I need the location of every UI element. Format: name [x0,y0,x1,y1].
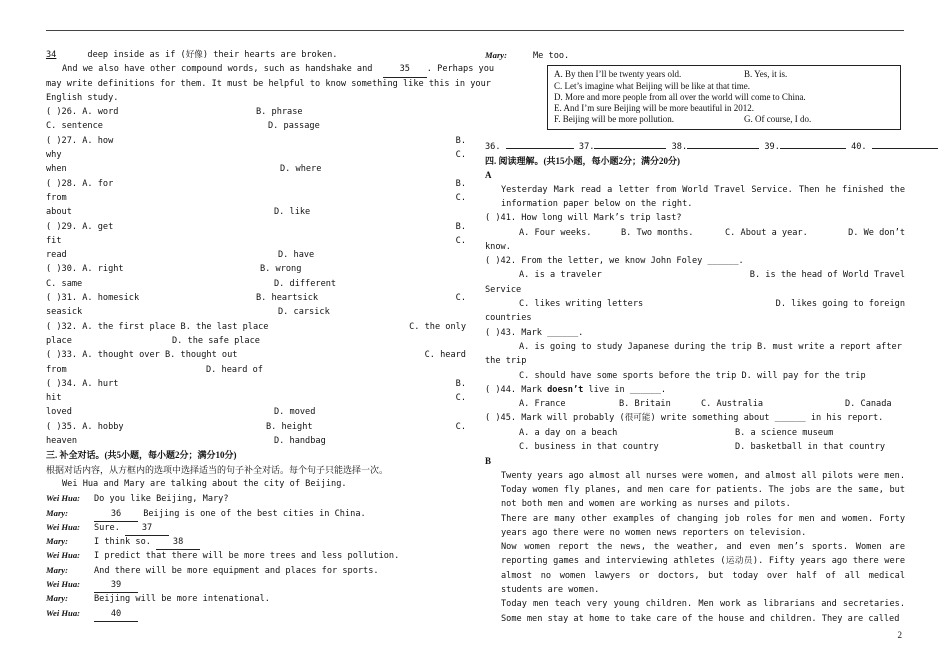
q-stem: ( )44. Mark [485,384,548,395]
passage-b-para: Today men teach very young children. Men work as librarians and secretaries. Some men stay at home to take care of the house and children. They are called [501,599,905,624]
option-b: B. height [266,421,313,432]
option-d: D. handbag [274,436,326,447]
question-28 [46,177,466,191]
option-b-text: from [46,192,67,203]
dialog-text: Beijing will be more intenational. [94,594,270,605]
question-34-cd [46,405,466,419]
option-d: D. carsick [278,307,330,318]
question-29-cd [46,248,466,262]
q-stem: ( )28. A. for [46,178,114,189]
option-d: D. the safe place [172,335,260,346]
question-28-b [46,191,466,205]
answer-label: 37. [578,141,595,152]
box-option: C. Let’s imagine what Beijing will be like at that time. [554,80,750,91]
question-26 [46,105,466,119]
question-41-options [485,226,905,240]
option-d: D. We don’t [848,227,905,238]
dialog-text: I predict that there will be more trees and less pollution. [94,551,400,562]
option-c-text: loved [46,407,72,418]
option-c: C. [455,192,466,203]
box-option: F. Beijing will be more pollution. [554,114,675,125]
dialog-text: I think so. [94,537,151,548]
line-35 [46,62,495,76]
option-a: A. France [519,399,566,410]
speaker: Mary: [46,536,68,547]
box-row [554,114,894,125]
option-d: D. where [280,164,322,175]
option-c-text: seasick [46,307,83,318]
dialog-line [46,534,466,548]
q-stem: ( )31. A. homesick [46,293,140,304]
blank-34: 34 [46,50,57,60]
option-d: D. heard of [206,364,263,375]
q-stem: ( )35. A. hobby [46,421,124,432]
box-option: B. Yes, it is. [744,69,788,80]
line-text: . Perhaps you [426,64,495,75]
option-a: A. a day on a beach [519,427,618,438]
option-d: D. like [274,207,311,218]
answer-blanks [485,140,905,154]
question-43: ( )43. Mark ______. [485,327,584,338]
speaker: Mary: [46,593,68,604]
q-stem: ( )34. A. hurt [46,378,119,389]
question-42-tail2: countries [485,313,532,324]
dialog-line [46,591,466,605]
dialog-intro: Wei Hua and Mary are talking about the city of Beijing. [62,478,347,489]
question-42: ( )42. From the letter, we know John Foley ______. [485,256,744,267]
option-c: C. sentence [46,121,103,132]
option-b: B. Britain [619,399,671,410]
option-c: C. [455,393,466,404]
answer-label: 38. [671,141,688,152]
question-43-cd: C. should have some sports before the trip D. will pay for the trip [519,370,866,381]
dialog-text: Me too. [533,51,570,61]
dialog-text: Sure. [94,522,120,533]
dialog-line [46,606,466,620]
question-33 [46,348,466,362]
dialog-line [485,48,905,62]
option-c: C. heard [424,350,466,361]
answer-blank-40[interactable] [872,148,938,149]
speaker: Wei Hua: [46,550,80,561]
option-b: B. wrong [260,264,302,275]
box-option: D. More and more people from all over the world will come to China. [554,91,806,102]
option-b: B. heartsick [256,293,319,304]
right-column [485,48,905,626]
option-c: C. likes writing letters [519,299,644,310]
box-option: A. By then I’ll be twenty years old. [554,69,682,80]
option-c: C. About a year. [725,227,808,238]
question-42-cd [485,297,905,311]
line-text: And we also have other compound words, such as handshake and [62,64,373,75]
option-c: C. business in that country [519,442,659,453]
passage-a: Yesterday Mark read a letter from World Travel Service. Then he finished the information paper below on the right. [501,184,905,209]
option-a: A. Four weeks. [519,227,592,238]
answer-label: 36. [485,141,501,152]
option-c-text: when [46,164,67,175]
box-option: E. And I’m sure Beijing will be more beautiful in 2012. [554,103,754,114]
passage-b-para: Now women report the news, the weather, and even men’s sports. Women are reporting games and interviewing athletes (运动员). Fifty years ago there were almost no women lawyers or doctors, but today over half of all medical students are women. [501,542,905,595]
top-rule [46,30,904,31]
part-a-label: A [485,170,492,181]
q-stem-emphasis: doesn’t [547,384,584,395]
option-b-text: hit [46,393,62,404]
question-28-cd [46,205,466,219]
option-d: D. likes going to foreign [775,299,905,310]
option-b: B. [455,378,466,389]
dialog-text: Beijing is one of the best cities in China. [143,508,366,519]
option-d: D. passage [268,121,320,132]
option-a: A. is a traveler [519,270,602,281]
question-44 [485,383,905,397]
q-stem: ( )29. A. get [46,221,114,232]
option-c: C. [455,235,466,246]
option-c-text: about [46,207,72,218]
question-32-d [46,334,466,348]
answer-blank-36[interactable] [506,148,574,149]
question-44-options [485,397,905,411]
question-45-cd [485,440,905,454]
option-b-text: why [46,150,62,161]
question-35 [46,420,466,434]
blank-39: 39 [94,578,138,593]
question-27-cd [46,162,466,176]
question-29 [46,220,466,234]
box-row [554,69,894,80]
options-box [547,65,901,129]
blank-35: 35 [383,62,427,77]
option-b: B. [455,221,466,232]
line: English study. [46,92,119,103]
question-45-ab [485,426,905,440]
option-c: C. [455,421,466,432]
question-27-b [46,148,466,162]
speaker: Mary: [485,50,507,60]
line-34 [46,48,466,62]
line-text: deep inside as if (好像) their hearts are broken. [87,50,338,60]
section-4-title: 四. 阅读理解。(共15小题，每小题2分；满分20分) [485,156,680,167]
option-c-text: read [46,250,67,261]
speaker: Wei Hua: [46,493,80,504]
answer-label: 39. [764,141,780,152]
blank-40: 40 [94,607,138,622]
answer-blank-38[interactable] [687,148,759,149]
option-b-text: fit [46,235,62,246]
answer-label: 40. [851,141,867,152]
option-c: C. [455,293,466,304]
section-3-title: 三. 补全对话。(共5小题，每小题2分；满分10分) [46,450,237,461]
question-31-cd [46,305,466,319]
option-c-text: from [46,364,67,375]
q-stem: ( )32. A. the first place B. the last place [46,321,269,332]
speaker: Wei Hua: [46,578,80,589]
question-45: ( )45. Mark will probably (很可能) write something about ______ in his report. [485,413,884,424]
speaker: Mary: [46,507,68,518]
blank-38: 38 [156,535,200,550]
q-stem: live in ______. [583,384,667,395]
question-33-d [46,363,466,377]
question-43-tail: the trip [485,356,527,367]
left-column [46,48,495,620]
dialog-text: Do you like Beijing, Mary? [94,494,229,505]
option-b: B. is the head of World Travel [749,270,905,281]
question-32 [46,320,466,334]
blank-36: 36 [94,507,138,522]
question-42-ab [485,268,905,282]
passage-b-para: There are many other examples of changing job roles for men and women. Forty years ago there were no women news reporters on television. [501,513,905,538]
box-option: G. Of course, I do. [744,114,812,125]
dialog-line [46,520,466,534]
option-d: D. basketball in that country [735,442,886,453]
line: may write definitions for them. It must be helpful to know something like this in your [46,78,491,89]
dialog-line [46,491,466,505]
option-d: D. moved [274,407,316,418]
question-34 [46,377,466,391]
option-d: D. have [278,250,315,261]
option-c: C. [455,150,466,161]
option-b: B. [455,178,466,189]
question-42-tail: Service [485,284,522,295]
speaker: Mary: [46,564,68,575]
speaker: Wei Hua: [46,607,80,618]
question-30 [46,262,466,276]
question-34-b [46,391,466,405]
option-d: D. Canada [845,399,892,410]
q-stem: ( )26. A. word [46,107,119,118]
section-3-instructions: 根据对话内容，从方框内的选项中选择适当的句子补全对话。每个句子只能选择一次。 [46,464,389,475]
answer-blank-37[interactable] [594,148,666,149]
question-29-b [46,234,466,248]
question-31 [46,291,466,305]
dialog-line [46,577,466,591]
passage-b-para: Twenty years ago almost all nurses were women, and almost all pilots were men. Today women fly planes, and men care for patients. The jobs are the same, but not both men and women are working as nurses and pilots. [501,470,905,510]
page-number: 2 [897,630,902,640]
speaker: Wei Hua: [46,521,80,532]
question-35-cd [46,434,466,448]
option-c: C. same [46,278,83,289]
option-b: B. Two months. [621,227,694,238]
question-41: ( )41. How long will Mark’s trip last? [485,213,682,224]
option-c-text: place [46,335,72,346]
q-stem: ( )30. A. right [46,264,124,275]
dialog-text: And there will be more equipment and places for sports. [94,565,379,576]
dialog-line [46,563,466,577]
option-b: B. a science museum [735,427,834,438]
option-c: C. the only [409,321,466,332]
option-c: C. Australia [701,399,764,410]
question-30-cd [46,277,466,291]
dialog-line [46,506,466,520]
option-d: D. different [274,278,337,289]
option-c-text: heaven [46,436,78,447]
part-b-label: B [485,456,492,467]
option-b: B. phrase [256,107,303,118]
dialog-line [46,548,466,562]
q-stem: ( )33. A. thought over B. thought out [46,350,238,361]
blank-37: 37 [125,521,169,536]
answer-blank-39[interactable] [780,148,846,149]
question-43-ab: A. is going to study Japanese during the trip B. must write a report after [519,341,902,352]
question-26-cd [46,119,466,133]
q-stem: ( )27. A. how [46,135,114,146]
question-41-tail: know. [485,241,511,252]
option-b: B. [455,135,466,146]
question-27 [46,134,466,148]
